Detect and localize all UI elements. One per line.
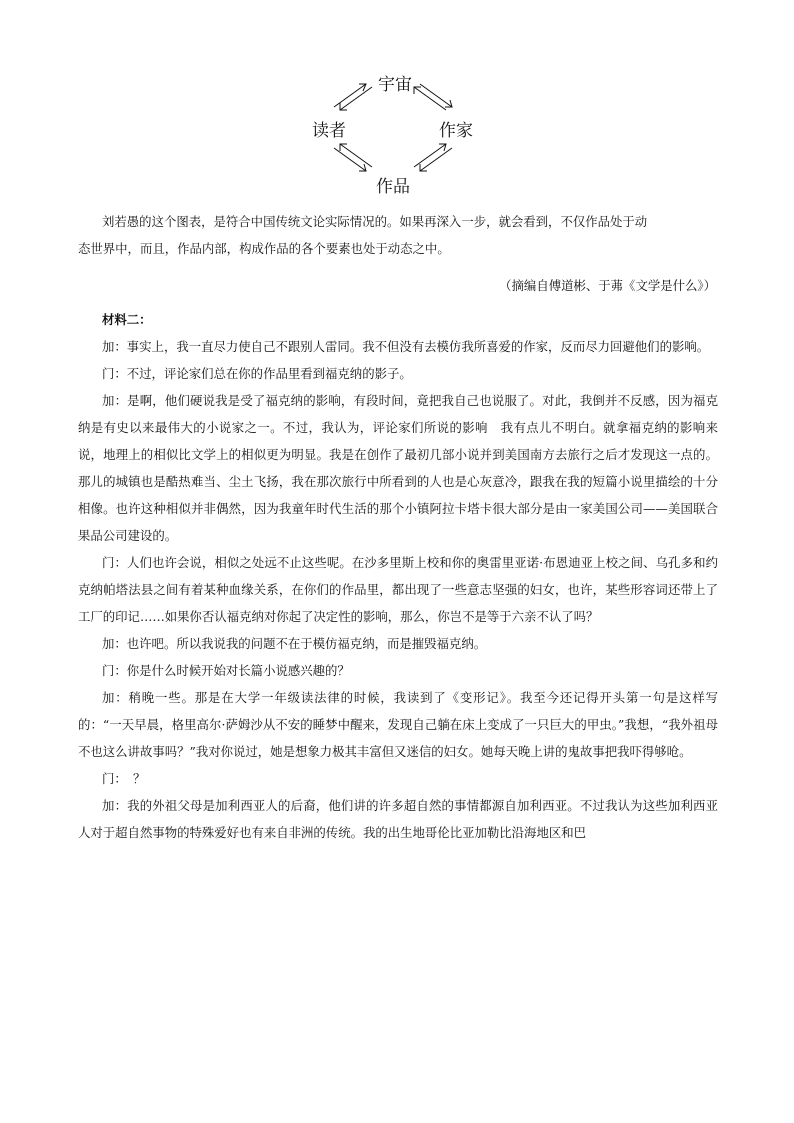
citation: （摘编自傅道彬、于茀《文学是什么》） <box>499 278 716 293</box>
arrow-pair-reader-work <box>334 144 372 171</box>
arrow-pair-reader-universe <box>334 84 372 110</box>
interview-paragraph: 门： ？ <box>102 771 146 786</box>
material-two-label: 材料二： <box>102 312 152 327</box>
literature-diagram <box>300 64 480 197</box>
arrow-pair-work-writer <box>414 144 452 171</box>
arrow-pair-universe-writer <box>414 84 452 110</box>
interview-paragraph: 门：你是什么时候开始对长篇小说感兴趣的？ <box>102 663 350 678</box>
intro-paragraph <box>78 208 718 262</box>
diagram-node-work: 作品 <box>376 177 410 197</box>
intro-line-2: 态世界中，而且，作品内部，构成作品的各个要素也处于动态之中。 <box>78 241 450 256</box>
diagram-node-universe: 宇宙 <box>378 75 412 95</box>
interview-paragraph: 加：我的外祖父母是加利西亚人的后裔，他们讲的许多超自然的事情都源自加利西亚。不过我认为这些加利西亚人对于超自然事物的特殊爱好也有来自非洲的传统。我的出生地哥伦比亚加勒比沿海地区和巴 <box>78 798 718 840</box>
interview-paragraph: 门：人们也许会说，相似之处远不止这些呢。在沙多里斯上校和你的奥雷里亚诺·布恩迪亚上校之间、乌孔多和约克纳帕塔法县之间有着某种血缘关系，在你们的作品里，都出现了一些意志坚强的妇女，也许，某些形容词还带上了工厂的印记……如果你否认福克纳对你起了决定性的影响，那么，你岂不是等于六亲不认了吗？ <box>78 555 718 624</box>
interview-paragraph: 门：不过，评论家们总在你的作品里看到福克纳的影子。 <box>102 366 412 381</box>
diagram-node-reader: 读者 <box>312 121 346 141</box>
diagram-node-writer: 作家 <box>439 121 473 141</box>
section-label <box>78 306 718 333</box>
interview-paragraph: 加：是啊，他们硬说我是受了福克纳的影响，有段时间，竟把我自己也说服了。对此，我倒并不反感，因为福克纳是有史以来最伟大的小说家之一。不过，我认为，评论家们所说的影响 我有点儿不明白。就拿福克纳的影响来说，地理上的相似比文学上的相似更为明显。我是在创作了最初几部小说并到美国南方去旅行之后才发现这一点的。那儿的城镇也是酷热难当、尘土飞扬，我在那次旅行中所看到的人也是心灰意冷，跟我在我的短篇小说里描绘的十分相像。也许这种相似并非偶然，因为我童年时代生活的那个小镇阿拉卡塔卡很大部分是由一家美国公司——美国联合果品公司建设的。 <box>78 393 718 543</box>
material-two <box>78 306 718 846</box>
interview-paragraph: 加：也许吧。所以我说我的问题不在于模仿福克纳，而是摧毁福克纳。 <box>102 636 487 651</box>
interview-paragraph: 加：事实上，我一直尽力使自己不跟别人雷同。我不但没有去模仿我所喜爱的作家，反而尽力回避他们的影响。 <box>102 339 710 354</box>
intro-line-1: 刘若愚的这个图表，是符合中国传统文论实际情况的。如果再深入一步，就会看到，不仅作品处于动 <box>102 214 648 229</box>
interview-paragraph: 加：稍晚一些。那是在大学一年级读法律的时候，我读到了《变形记》。我至今还记得开头第一句是这样写的：“一天早晨，格里高尔·萨姆沙从不安的睡梦中醒来，发现自己躺在床上变成了一只巨大的甲虫。”我想，“我外祖母不也这么讲故事吗？”我对你说过，她是想象力极其丰富但又迷信的妇女。她每天晚上讲的鬼故事把我吓得够呛。 <box>78 690 718 759</box>
